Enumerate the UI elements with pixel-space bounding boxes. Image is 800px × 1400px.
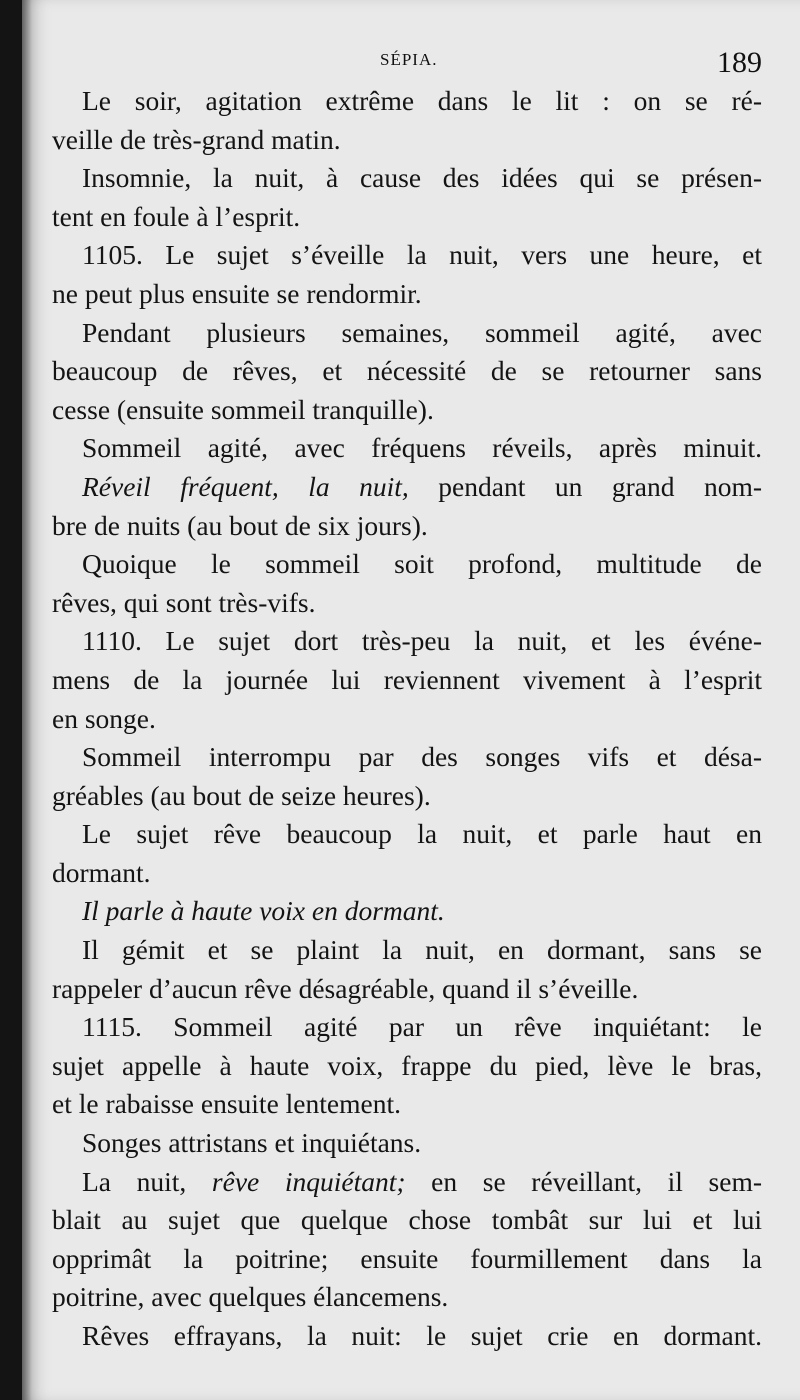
text-line: opprimât la poitrine; ensuite fourmillement dans la <box>52 1242 762 1274</box>
text-line: 1105. Le sujet s’éveille la nuit, vers une heure, et <box>82 239 762 271</box>
text-line: Sommeil agité, avec fréquens réveils, après minuit. <box>82 432 762 464</box>
running-title: SÉPIA. <box>380 50 438 69</box>
page-number: 189 <box>717 46 762 79</box>
text-line: Sommeil interrompu par des songes vifs et désa- <box>82 741 762 773</box>
text-line: dormant. <box>52 856 151 888</box>
text-line: blait au sujet que quelque chose tombât sur lui et lui <box>52 1204 762 1236</box>
italic-phrase: Réveil fréquent, la nuit, <box>82 470 409 502</box>
italic-phrase: rêve inquiétant; <box>211 1165 406 1197</box>
text-line: Insomnie, la nuit, à cause des idées qui se présen- <box>82 162 762 194</box>
text-line: et le rabaisse ensuite lentement. <box>52 1088 401 1120</box>
binding-shadow <box>22 0 32 1400</box>
text-line: mens de la journée lui reviennent vivement à l’esprit <box>52 663 762 695</box>
book-page <box>22 0 800 1400</box>
text-run: en se réveillant, il sem- <box>405 1165 762 1197</box>
text-line: bre de nuits (au bout de six jours). <box>52 509 428 541</box>
text-line: poitrine, avec quelques élancemens. <box>52 1281 449 1313</box>
text-line: rêves, qui sont très-vifs. <box>52 586 316 618</box>
text-line: gréables (au bout de seize heures). <box>52 779 431 811</box>
text-run: La nuit, <box>82 1165 212 1197</box>
text-line <box>52 468 762 507</box>
text-line: Le soir, agitation extrême dans le lit : on se ré- <box>82 85 762 116</box>
text-line: Le sujet rêve beaucoup la nuit, et parle haut en <box>82 818 762 850</box>
text-run: pendant un grand nom- <box>408 470 763 502</box>
text-line: en songe. <box>52 702 156 734</box>
text-line: 1110. Le sujet dort très-peu la nuit, et les événe- <box>82 625 762 657</box>
text-line <box>52 1163 762 1202</box>
text-line: tent en foule à l’esprit. <box>52 200 301 232</box>
text-line: veille de très-grand matin. <box>52 123 341 155</box>
text-line: Pendant plusieurs semaines, sommeil agité, avec <box>82 316 762 348</box>
text-line: ne peut plus ensuite se rendormir. <box>52 277 422 309</box>
text-line: Rêves effrayans, la nuit: le sujet crie en dormant. <box>82 1320 762 1351</box>
text-line: beaucoup de rêves, et nécessité de se retourner sans <box>52 355 762 387</box>
text-line: sujet appelle à haute voix, frappe du pied, lève le bras, <box>52 1049 762 1081</box>
text-line: Il parle à haute voix en dormant. <box>82 895 445 927</box>
text-line: Quoique le sommeil soit profond, multitude de <box>82 548 762 580</box>
text-line: Songes attristans et inquiétans. <box>82 1127 422 1159</box>
body-text <box>52 82 762 1356</box>
text-line: 1115. Sommeil agité par un rêve inquiétant: le <box>82 1011 762 1043</box>
text-line: Il gémit et se plaint la nuit, en dormant, sans se <box>82 934 762 966</box>
text-line: cesse (ensuite sommeil tranquille). <box>52 393 434 425</box>
running-head <box>22 46 800 80</box>
text-line: rappeler d’aucun rêve désagréable, quand il s’éveille. <box>52 972 639 1004</box>
